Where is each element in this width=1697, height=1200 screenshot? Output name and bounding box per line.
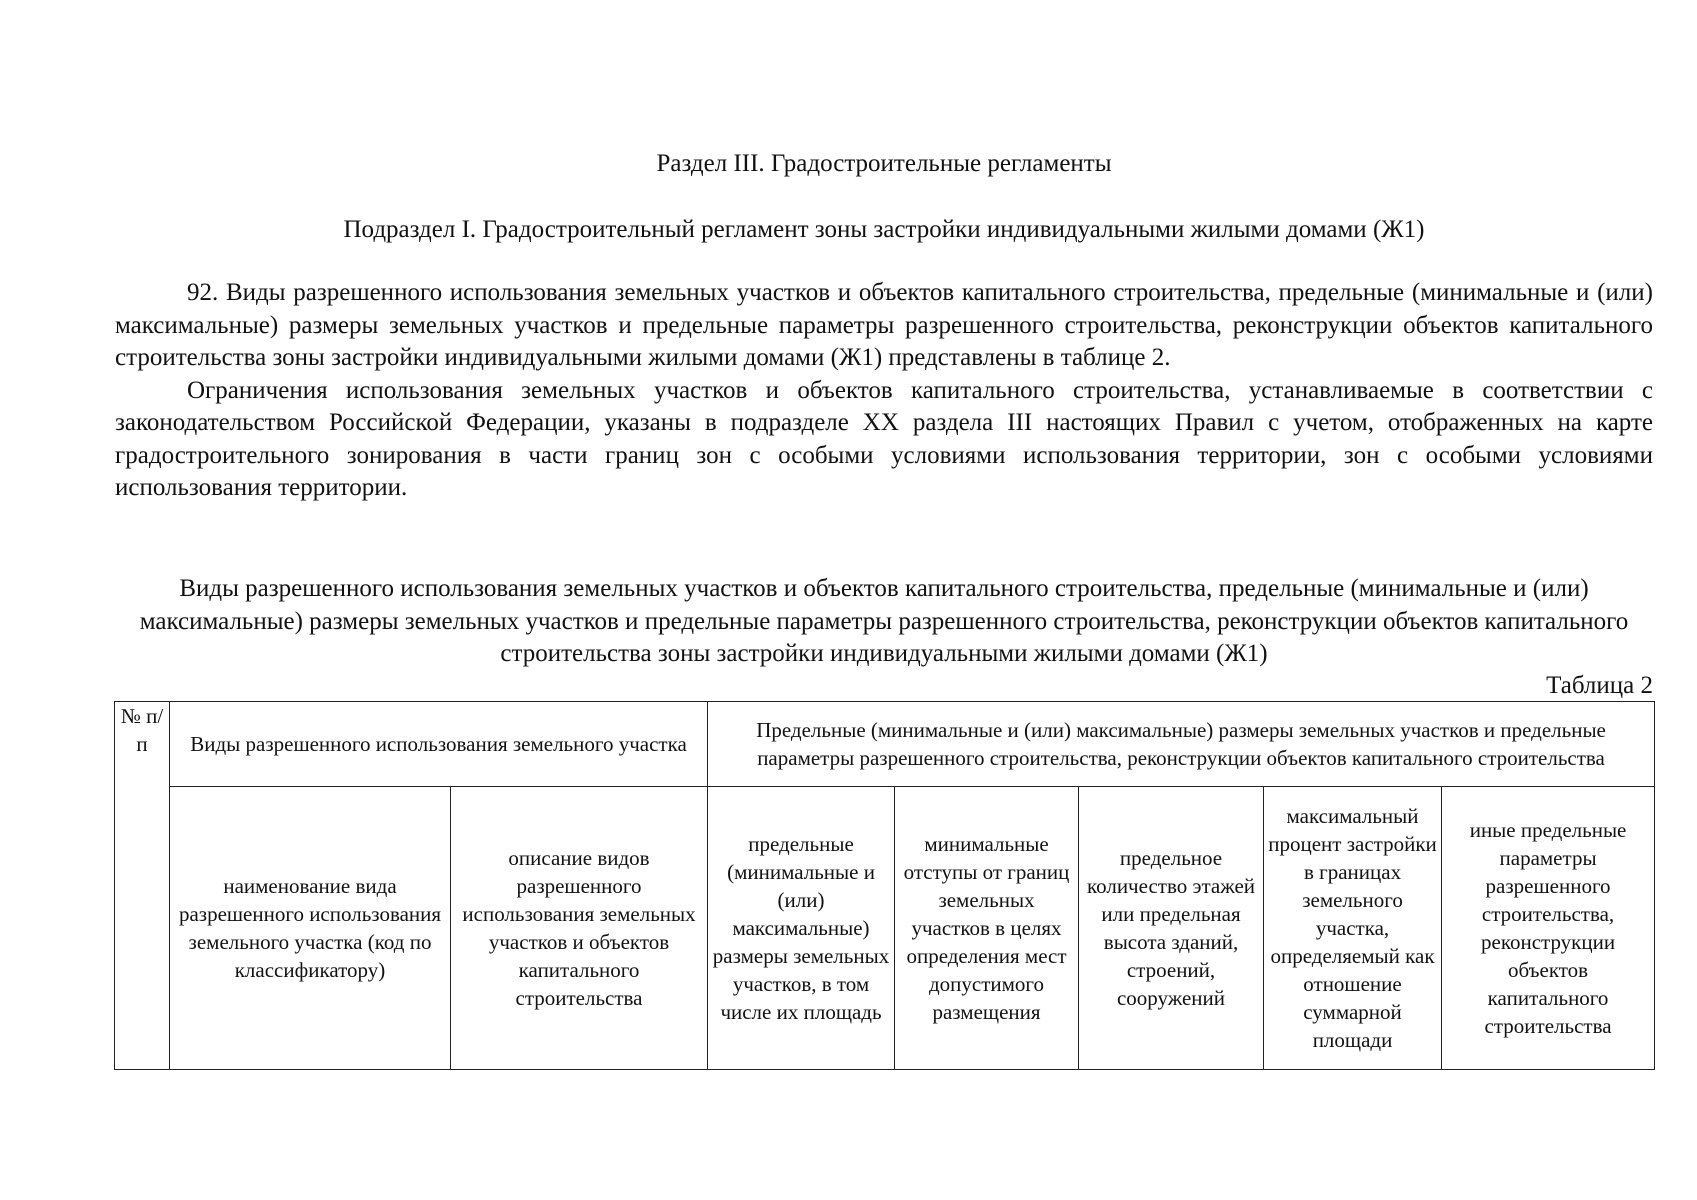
table-caption: Виды разрешенного использования земельных участков и объектов капитального строительства, предельные (минимальные и (или) максимальные) размеры земельных участков и предельные параметры разрешенного строительства, реконструкции объектов капитального строительства зоны застройки индивидуальными жилыми домами (Ж1) — [139, 575, 1629, 667]
header-floors-height: предельное количество этажей или предельная высота зданий, строений, сооружений — [1079, 787, 1264, 1070]
subsection-title: Подраздел I. Градостроительный регламент зоны застройки индивидуальными жилыми домами (Ж1) — [343, 216, 1425, 243]
header-limits: Предельные (минимальные и (или) максимальные) размеры земельных участков и предельные параметры разрешенного строительства, реконструкции объектов капитального строительства — [708, 702, 1655, 787]
section-title: Раздел III. Градостроительные регламенты — [656, 150, 1112, 177]
header-use-name: наименование вида разрешенного использования земельного участка (код по классификатору) — [170, 787, 451, 1070]
header-coverage-percent: максимальный процент застройки в границах земельного участка, определяемый как отношение суммарной площади — [1264, 787, 1442, 1070]
body-text — [115, 277, 1653, 505]
paragraph-92: 92. Виды разрешенного использования земельных участков и объектов капитального строительства, предельные (минимальные и (или) максимальные) размеры земельных участков и предельные параметры разрешенного строительства, реконструкции объектов капитального строительства зоны застройки индивидуальными жилыми домами (Ж1) представлены в таблице 2. — [115, 279, 1653, 371]
table-label: Таблица 2 — [1546, 672, 1653, 699]
header-use-types: Виды разрешенного использования земельного участка — [170, 702, 708, 787]
header-use-description: описание видов разрешенного использования земельных участков и объектов капитального строительства — [451, 787, 708, 1070]
header-setbacks: минимальные отступы от границ земельных участков в целях определения мест допустимого размещения — [895, 787, 1079, 1070]
header-plot-size: предельные (минимальные и (или) максимальные) размеры земельных участков, в том числе их площадь — [708, 787, 895, 1070]
regulations-table — [114, 701, 1655, 1070]
header-number: № п/п — [115, 702, 170, 1070]
header-other-params: иные предельные параметры разрешенного строительства, реконструкции объектов капитального строительства — [1442, 787, 1655, 1070]
paragraph-restrictions: Ограничения использования земельных участков и объектов капитального строительства, устанавливаемые в соответствии с законодательством Российской Федерации, указаны в подразделе XX раздела III настоящих Правил с учетом, отображенных на карте градостроительного зонирования в части границ зон с особыми условиями использования территории, зон с особыми условиями использования территории. — [115, 376, 1653, 501]
